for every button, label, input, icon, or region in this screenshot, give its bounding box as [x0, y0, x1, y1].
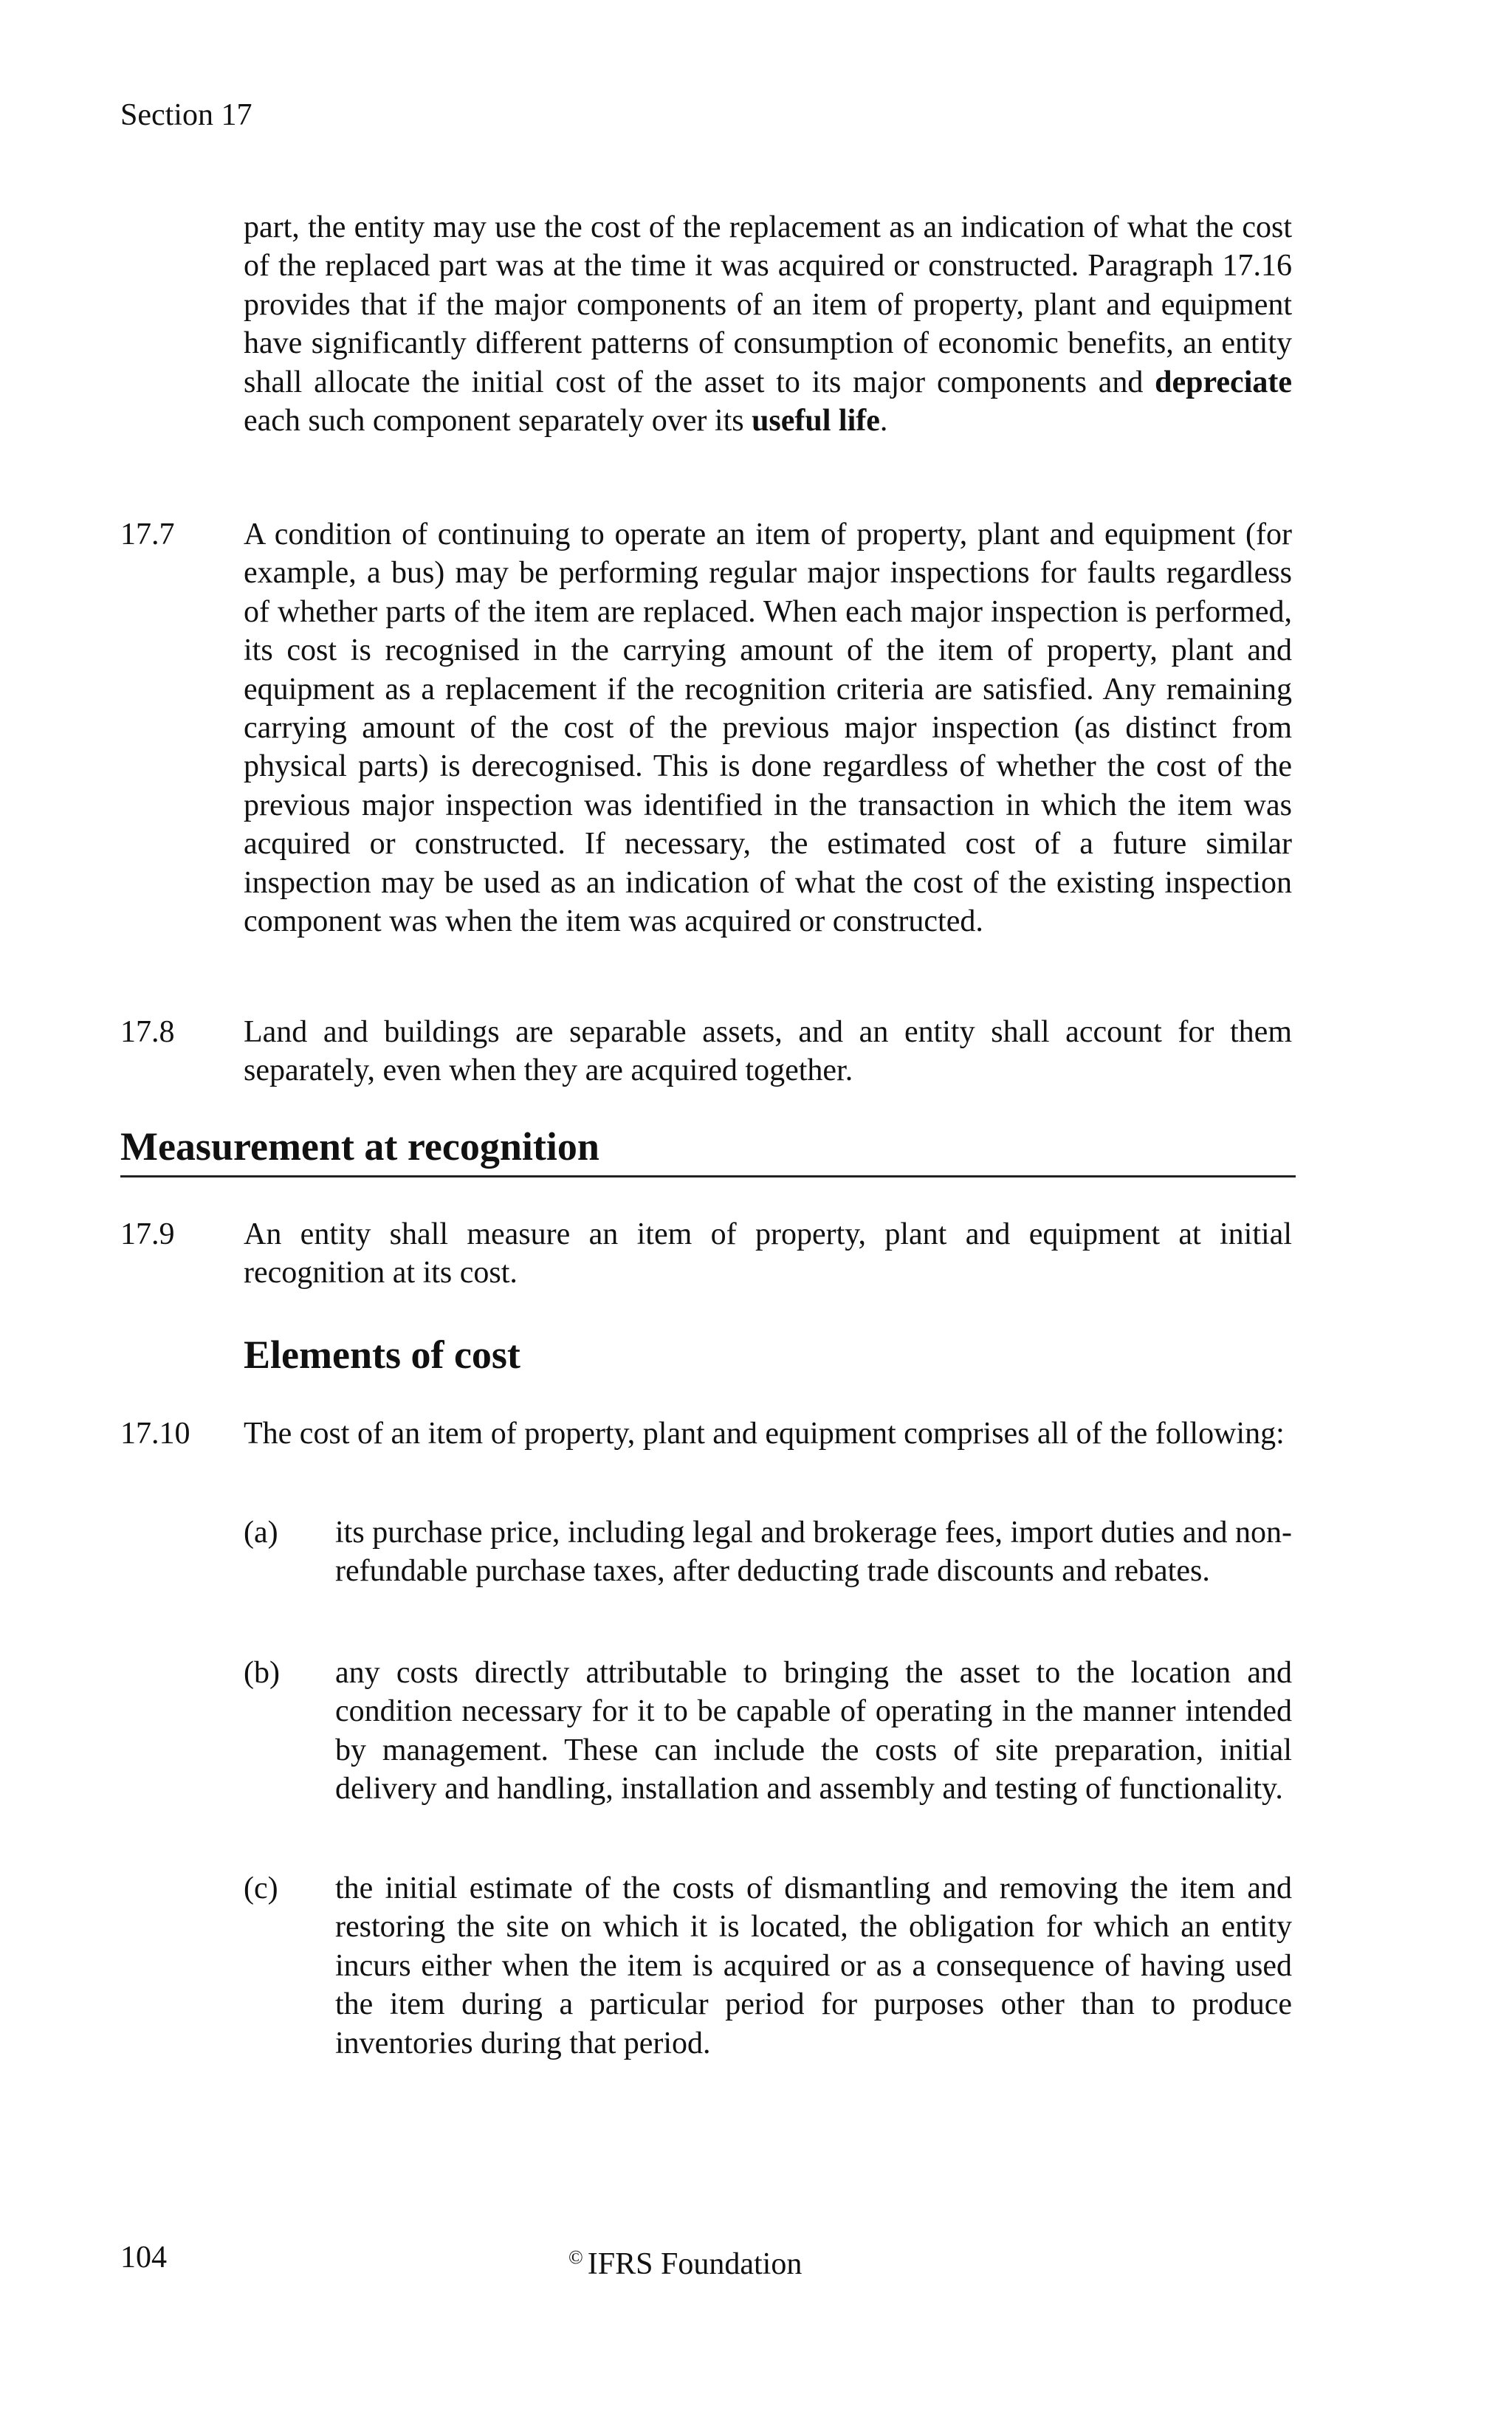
copyright-symbol: © — [568, 2246, 583, 2268]
list-item-label-b: (b) — [244, 1656, 280, 1690]
list-item-b: any costs directly attributable to bringing the asset to the location and condition necessary for it to be capable of operating in the manner intended by management. These can include the costs of site preparation, initial delivery and handling, installation and assembly and testing of functionality. — [335, 1656, 1292, 1806]
defined-term-useful-life: useful life — [752, 404, 880, 439]
paragraph-text: each such component separately over its — [244, 404, 752, 439]
list-item-c: the initial estimate of the costs of dismantling and removing the item and restoring the site on which it is located, the obligation for which an entity incurs either when the item is acquired or as a consequence of having used the item during a particular period for purposes other than to produce inventories during that period. — [335, 1871, 1292, 2060]
list-item-label-c: (c) — [244, 1871, 278, 1905]
paragraph-number-17-7: 17.7 — [120, 518, 175, 551]
paragraph-17-9: An entity shall measure an item of property, plant and equipment at initial recognition at its cost. — [244, 1217, 1292, 1290]
section-heading-measurement: Measurement at recognition — [120, 1121, 1296, 1177]
defined-term-depreciate: depreciate — [1155, 365, 1292, 399]
paragraph-number-17-9: 17.9 — [120, 1217, 175, 1251]
paragraph-text: . — [879, 404, 888, 439]
page-number: 104 — [120, 2241, 167, 2275]
subheading-elements-of-cost: Elements of cost — [244, 1333, 520, 1377]
paragraph-17-10: The cost of an item of property, plant and equipment comprises all of the following: — [244, 1417, 1285, 1451]
paragraph-17-6-continued — [244, 208, 1292, 440]
footer-copyright — [568, 2237, 802, 2285]
paragraph-17-8: Land and buildings are separable assets, and an entity shall account for them separately, even when they are acquired together. — [244, 1015, 1292, 1088]
list-item-label-a: (a) — [244, 1516, 278, 1550]
list-item-a: its purchase price, including legal and brokerage fees, import duties and non-refundable purchase taxes, after deducting trade discounts and rebates. — [335, 1516, 1292, 1589]
paragraph-number-17-8: 17.8 — [120, 1015, 175, 1049]
paragraph-number-17-10: 17.10 — [120, 1417, 190, 1451]
paragraph-text: part, the entity may use the cost of the replacement as an indication of what the cost of the replaced part was at the time it was acquired or constructed. Paragraph 17.16 provides that if the major components of an item of property, plant and equipment have significantly different patterns of consumption of economic benefits, an entity shall allocate the initial cost of the asset to its major components and — [244, 210, 1292, 399]
paragraph-17-7: A condition of continuing to operate an item of property, plant and equipment (for example, a bus) may be performing regular major inspections for faults regardless of whether parts of the item are replaced. When each major inspection is performed, its cost is recognised in the carrying amount of the item of property, plant and equipment as a replacement if the recognition criteria are satisfied. Any remaining carrying amount of the cost of the previous major inspection (as distinct from physical parts) is derecognised. This is done regardless of whether the cost of the previous major inspection was identified in the transaction in which the item was acquired or constructed. If necessary, the estimated cost of a future similar inspection may be used as an indication of what the cost of the existing inspection component was when the item was acquired or constructed. — [244, 518, 1292, 939]
publisher-name: IFRS Foundation — [587, 2247, 803, 2281]
section-header: Section 17 — [120, 98, 252, 132]
